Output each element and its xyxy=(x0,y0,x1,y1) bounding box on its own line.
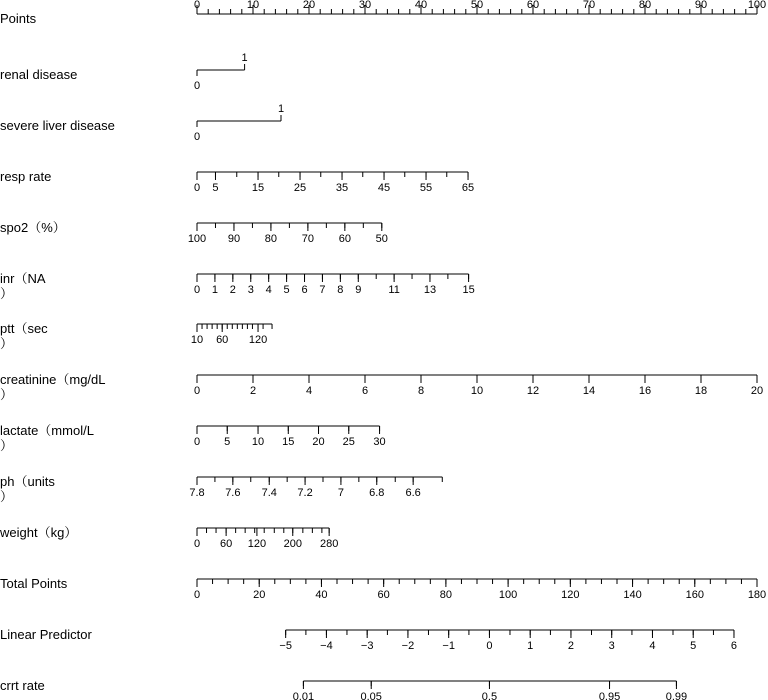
row-4-tick-label-2: 80 xyxy=(264,233,278,245)
row-8-label: lactate（mmol/L xyxy=(0,423,94,438)
row-13-tick-label-1: 0.05 xyxy=(360,691,382,700)
row-2-tick-label-1: 1 xyxy=(277,103,285,115)
row-7-tick-label-9: 18 xyxy=(694,385,708,397)
row-8-tick-label-0: 0 xyxy=(193,436,201,448)
row-11-label: Total Points xyxy=(0,576,68,591)
row-9-tick-label-0: 7.8 xyxy=(189,487,205,499)
row-12-tick-label-1: −4 xyxy=(320,640,333,652)
row-9-tick-label-2: 7.4 xyxy=(261,487,277,499)
row-5-tick-label-10: 11 xyxy=(388,284,400,296)
row-5-tick-label-8: 8 xyxy=(337,284,344,296)
row-9-tick-label-3: 7.2 xyxy=(297,487,313,499)
row-8-tick-label-4: 20 xyxy=(312,436,325,448)
row-9-tick-label-5: 6.8 xyxy=(369,487,385,499)
row-7-tick-label-7: 14 xyxy=(582,385,596,397)
row-3-tick-label-7: 65 xyxy=(461,182,475,194)
row-7-tick-label-4: 8 xyxy=(417,385,425,397)
row-4-label: spo2（%） xyxy=(0,220,66,235)
row-13-label: crrt rate xyxy=(0,678,45,693)
row-5-tick-label-5: 5 xyxy=(283,284,290,296)
row-0-label: Points xyxy=(0,11,37,26)
row-5-tick-label-12: 15 xyxy=(462,284,475,296)
row-3-label: resp rate xyxy=(0,169,52,184)
row-0-tick-label-9: 90 xyxy=(694,0,708,11)
row-8-tick-label-3: 15 xyxy=(282,436,295,448)
row-7-tick-label-0: 0 xyxy=(193,385,201,397)
row-2-label: severe liver disease xyxy=(0,118,115,133)
row-9-tick-label-1: 7.6 xyxy=(225,487,241,499)
row-9-tick-label-4: 7 xyxy=(337,487,344,499)
row-12-tick-label-8: 3 xyxy=(608,640,615,652)
row-12-label: Linear Predictor xyxy=(0,627,92,642)
row-10-label: weight（kg） xyxy=(0,525,78,540)
row-12-tick-label-5: 0 xyxy=(486,640,493,652)
row-0-tick-label-6: 60 xyxy=(526,0,540,11)
row-5-tick-label-1: 1 xyxy=(211,284,218,296)
row-9-tick-label-6: 6.6 xyxy=(405,487,421,499)
row-3-tick-label-3: 25 xyxy=(293,182,307,194)
row-3-tick-label-6: 55 xyxy=(419,182,433,194)
row-11-tick-label-4: 80 xyxy=(439,589,453,601)
row-10-tick-label-3: 200 xyxy=(283,538,302,550)
row-2-tick-label-0: 0 xyxy=(193,131,201,143)
row-0-tick-label-1: 10 xyxy=(246,0,260,11)
row-12-tick-label-6: 1 xyxy=(527,640,534,652)
row-10-tick-label-2: 120 xyxy=(247,538,267,550)
row-12-tick-label-11: 6 xyxy=(730,640,738,652)
row-11-tick-label-6: 120 xyxy=(561,589,580,601)
row-1-tick-label-0: 0 xyxy=(193,80,201,92)
row-0-tick-label-2: 20 xyxy=(302,0,316,11)
row-11-tick-label-2: 40 xyxy=(315,589,328,601)
row-7-tick-label-1: 2 xyxy=(249,385,257,397)
row-8-tick-label-1: 5 xyxy=(224,436,231,448)
row-5-tick-label-4: 4 xyxy=(265,284,272,296)
row-9-label: ph（units xyxy=(0,474,55,489)
row-4-tick-label-5: 50 xyxy=(375,233,388,245)
row-13-tick-label-2: 0.5 xyxy=(481,691,498,700)
row-3-tick-label-5: 45 xyxy=(377,182,391,194)
row-6-tick-label-1: 60 xyxy=(216,334,229,346)
row-5-tick-label-11: 13 xyxy=(423,284,437,296)
row-5-tick-label-2: 2 xyxy=(229,284,236,296)
row-12-tick-label-10: 5 xyxy=(690,640,697,652)
row-0-tick-label-10: 100 xyxy=(747,0,767,11)
row-3-tick-label-0: 0 xyxy=(193,182,201,194)
row-5-label: inr（NA xyxy=(0,271,46,286)
row-13-tick-label-0: 0.01 xyxy=(292,691,315,700)
row-5-tick-label-0: 0 xyxy=(193,284,201,296)
row-4-tick-label-0: 100 xyxy=(187,233,207,245)
row-12-tick-label-9: 4 xyxy=(649,640,656,652)
row-8-label-line2: ） xyxy=(0,438,14,453)
row-11-tick-label-5: 100 xyxy=(498,589,518,601)
row-0-tick-label-7: 70 xyxy=(582,0,596,11)
row-5-tick-label-3: 3 xyxy=(247,284,254,296)
row-7-label-line2: ） xyxy=(0,387,14,402)
row-7-tick-label-10: 20 xyxy=(750,385,764,397)
row-8-tick-label-2: 10 xyxy=(251,436,265,448)
row-12-tick-label-0: −5 xyxy=(279,640,292,652)
row-12-tick-label-3: −2 xyxy=(401,640,415,652)
row-8-tick-label-6: 30 xyxy=(373,436,386,448)
row-10-tick-label-1: 60 xyxy=(219,538,233,550)
row-3-tick-label-2: 15 xyxy=(251,182,265,194)
row-12-tick-label-2: −3 xyxy=(360,640,374,652)
row-4-tick-label-3: 70 xyxy=(301,233,315,245)
row-4-tick-label-1: 90 xyxy=(227,233,241,245)
row-0-tick-label-3: 30 xyxy=(358,0,372,11)
row-5-tick-label-7: 7 xyxy=(319,284,326,296)
row-7-label: creatinine（mg/dL xyxy=(0,372,106,387)
row-5-tick-label-9: 9 xyxy=(355,284,362,296)
row-12-tick-label-7: 2 xyxy=(567,640,575,652)
row-0-tick-label-5: 50 xyxy=(470,0,484,11)
row-5-tick-label-6: 6 xyxy=(301,284,308,296)
row-13-tick-label-4: 0.99 xyxy=(665,691,688,700)
row-3-tick-label-1: 5 xyxy=(212,182,219,194)
row-0-tick-label-0: 0 xyxy=(193,0,201,11)
row-12-tick-label-4: −1 xyxy=(442,640,455,652)
row-11-tick-label-1: 20 xyxy=(253,589,266,601)
row-11-tick-label-9: 180 xyxy=(747,589,767,601)
row-8-tick-label-5: 25 xyxy=(342,436,355,448)
row-7-tick-label-6: 12 xyxy=(526,385,540,397)
row-11-tick-label-8: 160 xyxy=(685,589,704,601)
row-6-tick-label-0: 10 xyxy=(190,334,204,346)
row-3-tick-label-4: 35 xyxy=(335,182,349,194)
row-4-tick-label-4: 60 xyxy=(338,233,351,245)
row-7-tick-label-3: 6 xyxy=(361,385,369,397)
row-6-label: ptt（sec xyxy=(0,321,48,336)
row-10-tick-label-0: 0 xyxy=(193,538,201,550)
row-13-tick-label-3: 0.95 xyxy=(598,691,621,700)
row-11-tick-label-3: 60 xyxy=(377,589,390,601)
row-0-tick-label-4: 40 xyxy=(414,0,428,11)
row-9-label-line2: ） xyxy=(0,489,14,504)
row-1-label: renal disease xyxy=(0,67,78,82)
row-7-tick-label-2: 4 xyxy=(305,385,313,397)
row-5-label-line2: ） xyxy=(0,286,14,301)
row-7-tick-label-8: 16 xyxy=(638,385,652,397)
row-0-tick-label-8: 80 xyxy=(638,0,652,11)
row-6-label-line2: ） xyxy=(0,336,14,351)
row-10-tick-label-4: 280 xyxy=(319,538,339,550)
row-11-tick-label-0: 0 xyxy=(193,589,201,601)
row-7-tick-label-5: 10 xyxy=(470,385,484,397)
row-11-tick-label-7: 140 xyxy=(623,589,642,601)
row-6-tick-label-2: 120 xyxy=(248,334,268,346)
row-1-tick-label-1: 1 xyxy=(241,52,248,64)
